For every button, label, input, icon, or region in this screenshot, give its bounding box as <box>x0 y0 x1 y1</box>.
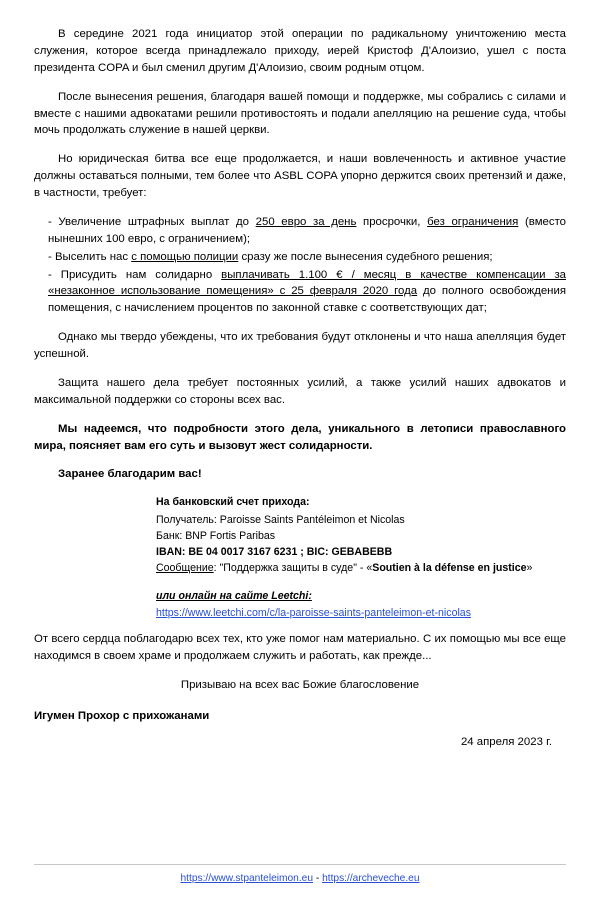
paragraph: После вынесения решения, благодаря вашей помощи и поддержке, мы собрались с силами и вместе с нашими адвокатами решили противостоять и подали апелляцию на решение суда, чтобы мочь продолжать служение в нашей церкви. <box>34 90 566 137</box>
footer-separator: - <box>313 873 323 884</box>
footer-link-archdiocese[interactable]: https://archeveche.eu <box>322 873 420 884</box>
paragraph: В середине 2021 года инициатор этой операции по радикальному уничтожению места служения, которое всегда принадлежало приходу, иерей Кристоф Д'Алоизио, ушел с поста президента COPA и был сменил другим Д'Алоизио, своим родным отцом. <box>34 28 566 74</box>
list-item: - Увеличение штрафных выплат до 250 евро за день просрочки, без ограничения (вместо нынешних 100 евро, с ограничением); <box>48 215 566 245</box>
leetchi-title: или онлайн на сайте Leetchi: <box>156 590 312 603</box>
blessing-line: Призываю на всех вас Божие благословение <box>180 679 420 692</box>
list-item: - Присудить нам солидарно выплачивать 1.100 € / месяц в качестве компенсации за «незаконное использование помещения» с 25 февраля 2020 года до полного освобождения помещения, с начислением процентов по законной ставке с соответствующих дат; <box>48 268 566 315</box>
footer-link-parish[interactable]: https://www.stpanteleimon.eu <box>180 873 314 884</box>
demands-list <box>34 214 566 317</box>
bank-name: Банк: BNP Fortis Paribas <box>156 530 276 543</box>
page-footer <box>0 864 600 884</box>
bank-iban-bic: IBAN: BE 04 0017 3167 6231 ; BIC: GEBABEBB <box>156 546 393 559</box>
paragraph-thanks: Заранее благодарим вас! <box>58 468 202 481</box>
bank-details-title: На банковский счет прихода: <box>156 496 310 509</box>
paragraph: Защита нашего дела требует постоянных усилий, а также усилий наших адвокатов и максимальной поддержки со стороны всех вас. <box>34 376 566 406</box>
paragraph: Однако мы твердо убеждены, что их требования будут отклонены и что наша апелляция будет успешной. <box>34 331 566 360</box>
paragraph: Но юридическая битва все еще продолжается, и наши вовлеченность и активное участие должны оставаться полными, тем более что ASBL COPA упорно держится своих претензий и даже, в частности, требует: <box>34 153 566 199</box>
bank-details-block <box>34 495 566 621</box>
leetchi-link[interactable]: https://www.leetchi.com/c/la-paroisse-saints-panteleimon-et-nicolas <box>156 607 471 620</box>
bank-message: Сообщение: "Поддержка защиты в суде" - «Soutien à la défense en justice» <box>156 562 533 575</box>
document-date: 24 апреля 2023 г. <box>460 736 552 749</box>
bank-beneficiary: Получатель: Paroisse Saints Pantéleimon et Nicolas <box>156 514 405 527</box>
signature: Игумен Прохор с прихожанами <box>34 710 210 723</box>
footer-divider <box>34 864 566 865</box>
list-item: - Выселить нас с помощью полиции сразу же после вынесения судебного решения; <box>48 250 493 263</box>
closing-paragraph: От всего сердца поблагодарю всех тех, кто уже помог нам материально. С их помощью мы все еще находимся в своем храме и продолжаем служить и работать, как прежде... <box>34 633 566 663</box>
paragraph-highlight: Мы надеемся, что подробности этого дела, уникального в летописи православного мира, поясняет вам его суть и вызовут жест солидарности. <box>34 422 566 452</box>
